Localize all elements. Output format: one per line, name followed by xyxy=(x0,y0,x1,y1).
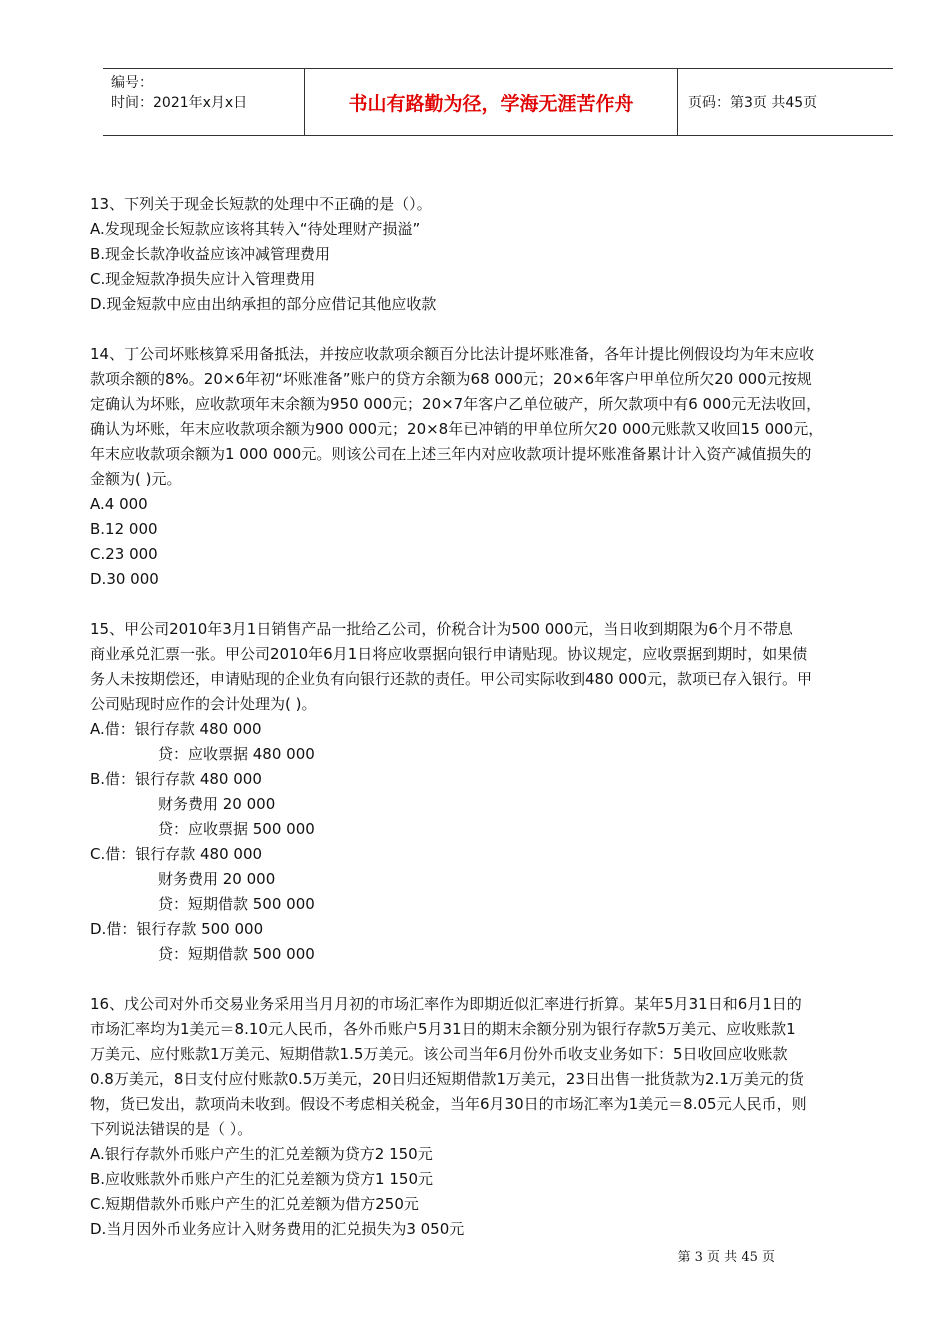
question-text: 14、丁公司坏账核算采用备抵法，并按应收款项余额百分比法计提坏账准备，各年计提比例假设均为年末应收 xyxy=(90,345,815,363)
question-14 xyxy=(90,342,910,592)
option-d-credit: 贷：短期借款 500 000 xyxy=(158,945,315,963)
option-c-debit: 财务费用 20 000 xyxy=(158,870,276,888)
option-a-credit: 贷：应收票据 480 000 xyxy=(158,745,315,763)
option-b-debit: 财务费用 20 000 xyxy=(158,795,276,813)
question-text: 15、甲公司2010年3月1日销售产品一批给乙公司，价税合计为500 000元，当日收到期限为6个月不带息 xyxy=(90,620,793,638)
header-meta xyxy=(103,69,304,135)
question-text: 公司贴现时应作的会计处理为( )。 xyxy=(90,695,317,713)
option-d: D.现金短款中应由出纳承担的部分应借记其他应收款 xyxy=(90,295,437,313)
question-text: 物，货已发出，款项尚未收到。假设不考虑相关税金，当年6月30日的市场汇率为1美元＝8.05元人民币，则 xyxy=(90,1095,807,1113)
option-c: C.借：银行存款 480 000 xyxy=(90,845,263,863)
question-15 xyxy=(90,617,910,967)
option-b: B.12 000 xyxy=(90,520,158,538)
option-b: B.借：银行存款 480 000 xyxy=(90,770,262,788)
option-d: D.30 000 xyxy=(90,570,159,588)
header-page-label: 页码：第3页 共45页 xyxy=(688,95,818,111)
question-16 xyxy=(90,992,910,1242)
question-text: 0.8万美元，8日支付应付账款0.5万美元，20日归还短期借款1万美元，23日出售一批货款为2.1万美元的货 xyxy=(90,1070,804,1088)
question-text: 金额为( )元。 xyxy=(90,470,182,488)
question-text: 定确认为坏账，应收款项年末余额为950 000元；20×7年客户乙单位破产，所欠款项中有6 000元无法收回， xyxy=(90,395,822,413)
question-text: 13、下列关于现金长短款的处理中不正确的是（）。 xyxy=(90,195,432,213)
question-text: 务人未按期偿还，申请贴现的企业负有向银行还款的责任。甲公司实际收到480 000元，款项已存入银行。甲 xyxy=(90,670,813,688)
option-c: C.短期借款外币账户产生的汇兑差额为借方250元 xyxy=(90,1195,419,1213)
number-label: 编号： xyxy=(111,75,153,91)
page-footer: 第 3 页 共 45 页 xyxy=(677,1250,775,1265)
question-text: 款项余额的8%。20×6年初“坏账准备”账户的贷方余额为68 000元；20×6年客户甲单位所欠20 000元按规 xyxy=(90,370,812,388)
time-label: 时间：2021年x月x日 xyxy=(111,95,248,111)
option-c: C.23 000 xyxy=(90,545,158,563)
document-body xyxy=(90,192,910,1267)
question-text: 确认为坏账，年末应收款项余额为900 000元；20×8年已冲销的甲单位所欠20 000元账款又收回15 000元， xyxy=(90,420,824,438)
question-text: 16、戊公司对外币交易业务采用当月月初的市场汇率作为即期近似汇率进行折算。某年5月31日和6月1日的 xyxy=(90,995,802,1013)
header-motto: 书山有路勤为径，学海无涯苦作舟 xyxy=(304,69,678,135)
question-text: 市场汇率均为1美元＝8.10元人民币，各外币账户5月31日的期末余额分别为银行存款5万美元、应收账款1 xyxy=(90,1020,796,1038)
option-b-credit: 贷：应收票据 500 000 xyxy=(158,820,315,838)
option-c: C.现金短款净损失应计入管理费用 xyxy=(90,270,316,288)
option-a: A.发现现金长短款应该将其转入“待处理财产损溢” xyxy=(90,220,421,238)
option-c-credit: 贷：短期借款 500 000 xyxy=(158,895,315,913)
option-d: D.借：银行存款 500 000 xyxy=(90,920,264,938)
option-a: A.银行存款外币账户产生的汇兑差额为贷方2 150元 xyxy=(90,1145,433,1163)
page-header xyxy=(103,68,893,136)
question-text: 下列说法错误的是（ ）。 xyxy=(90,1120,253,1138)
option-b: B.应收账款外币账户产生的汇兑差额为贷方1 150元 xyxy=(90,1170,434,1188)
question-text: 万美元、应付账款1万美元、短期借款1.5万美元。该公司当年6月份外币收支业务如下：5日收回应收账款 xyxy=(90,1045,788,1063)
question-13 xyxy=(90,192,910,317)
option-a: A.借：银行存款 480 000 xyxy=(90,720,262,738)
option-d: D.当月因外币业务应计入财务费用的汇兑损失为3 050元 xyxy=(90,1220,465,1238)
question-text: 年末应收款项余额为1 000 000元。则该公司在上述三年内对应收款项计提坏账准备累计计入资产减值损失的 xyxy=(90,445,812,463)
question-text: 商业承兑汇票一张。甲公司2010年6月1日将应收票据向银行申请贴现。协议规定，应收票据到期时，如果债 xyxy=(90,645,808,663)
option-a: A.4 000 xyxy=(90,495,148,513)
option-b: B.现金长款净收益应该冲减管理费用 xyxy=(90,245,331,263)
